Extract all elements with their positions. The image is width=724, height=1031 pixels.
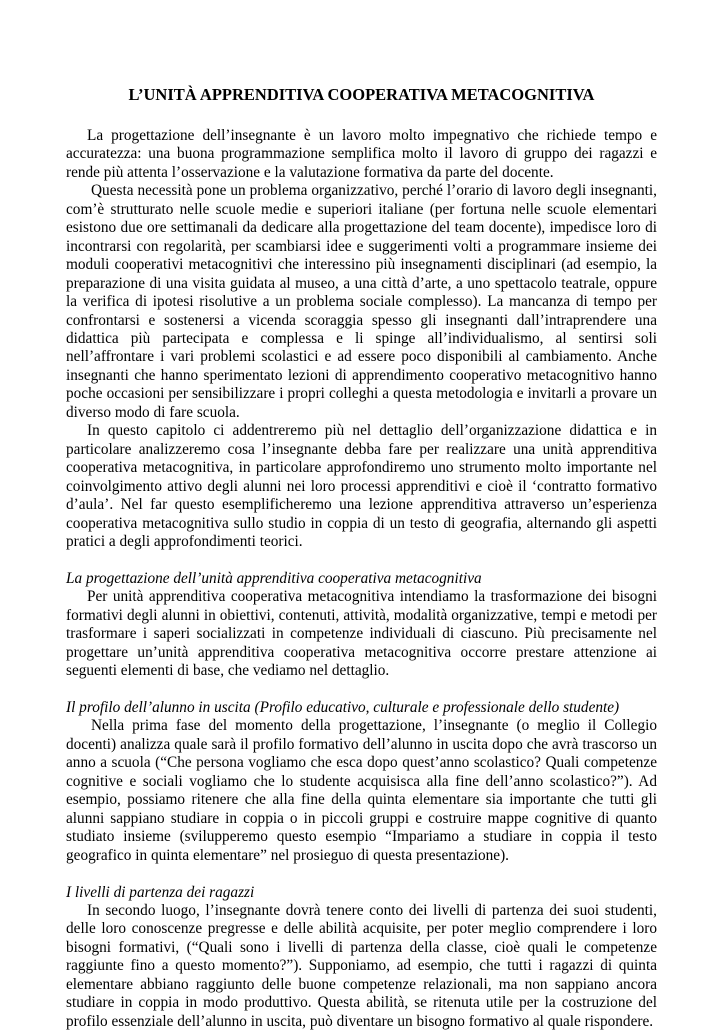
document-title: L’UNITÀ APPRENDITIVA COOPERATIVA METACOGNITIVA — [128, 85, 595, 104]
section-spacer — [66, 681, 657, 699]
section-heading-livelli: I livelli di partenza dei ragazzi — [66, 883, 255, 901]
section-paragraph-progettazione: Per unità apprenditiva cooperativa metacognitiva intendiamo la trasformazione dei bisogni formativi degli alunni in obiettivi, contenuti, attività, modalità organizzative, tempi e metodi per trasformare i saperi socializzati in competenze individuali di ciascuno. Più precisamente nel progettare un’unità apprenditiva cooperativa metacognitiva occorre prestare attenzione ai seguenti elementi di base, che vediamo nel dettaglio. — [66, 588, 657, 680]
section-paragraph-profilo: Nella prima fase del momento della progettazione, l’insegnante (o meglio il Collegio docenti) analizza quale sarà il profilo formativo dell’alunno in uscita dopo che avrà trascorso un anno a scuola (“Che persona vogliamo che esca dopo quest’anno scolastico? Quali competenze cognitive e sociali vogliamo che lo studente acquisisca alla fine dell’anno scolastico?”). Ad esempio, possiamo ritenere che alla fine della quinta elementare sia importante che tutti gli alunni sappiano studiare in coppia o in piccoli gruppi e costruire mappe cognitive di quanto studiato insieme (svilupperemo questo esempio “Impariamo a studiare in coppia il testo geografico in quinta elementare” nel prosieguo di questa presentazione). — [66, 717, 657, 864]
intro-paragraph-1: La progettazione dell’insegnante è un lavoro molto impegnativo che richiede tempo e accuratezza: una buona programmazione semplifica molto il lavoro di gruppo dei ragazzi e rende più attenta l’osservazione e la valutazione formativa da parte del docente. — [66, 127, 657, 181]
intro-paragraph-3: In questo capitolo ci addentreremo più nel dettaglio dell’organizzazione didattica e in particolare analizzeremo cosa l’insegnante debba fare per realizzare una unità apprenditiva cooperativa metacognitiva, in particolare approfondiremo uno strumento molto importante nel coinvolgimento attivo degli alunni nei loro processi apprenditivi e cioè il ‘contratto formativo d’aula’. Nel far questo esemplificheremo una lezione apprenditiva attraverso un’esperienza cooperativa metacognitiva sullo studio in coppia di un testo di geografia, alternando gli aspetti pratici a degli approfondimenti teorici. — [66, 422, 657, 550]
section-spacer — [66, 865, 657, 883]
document-body — [66, 127, 657, 1031]
section-heading-profilo: Il profilo dell’alunno in uscita (Profilo educativo, culturale e professionale dello studente) — [66, 699, 620, 717]
section-spacer — [66, 551, 657, 569]
intro-paragraph-2: Questa necessità pone un problema organizzativo, perché l’orario di lavoro degli insegnanti, com’è strutturato nelle scuole medie e superiori italiane (per fortuna nelle scuole elementari esistono due ore settimanali da dedicare alla progettazione del team docente), impedisce loro di incontrarsi con regolarità, per scambiarsi idee e suggerimenti volti a programmare insieme dei moduli cooperativi metacognitivi che interessino più insegnamenti disciplinari (ad esempio, la preparazione di una visita guidata al museo, a una città d’arte, a uno spettacolo teatrale, oppure la verifica di ipotesi risolutive a un problema sociale complesso). La mancanza di tempo per confrontarsi e sostenersi a vicenda scoraggia spesso gli insegnanti dall’intraprendere una didattica più partecipata e complessa e li spinge all’individualismo, al sentirsi soli nell’affrontare i vari problemi scolastici e ad essere poco disponibili al cambiamento. Anche insegnanti che hanno sperimentato lezioni di apprendimento cooperativo metacognitivo hanno poche occasioni per sensibilizzare i propri colleghi a questa metodologia e invitarli a provare un diverso modo di fare scuola. — [66, 182, 657, 421]
section-paragraph-livelli: In secondo luogo, l’insegnante dovrà tenere conto dei livelli di partenza dei suoi studenti, delle loro conoscenze pregresse e delle abilità acquisite, per poter meglio comprendere i loro bisogni formativi, (“Quali sono i livelli di partenza della classe, cioè quali le competenze raggiunte fino a questo momento?”). Supponiamo, ad esempio, che tutti i ragazzi di quinta elementare abbiano raggiunto delle buone competenze relazionali, ma non sappiano ancora studiare in coppia in modo produttivo. Questa abilità, se ritenuta utile per la costruzione del profilo essenziale dell’alunno in uscita, può diventare un bisogno formativo al quale rispondere. — [66, 901, 657, 1030]
section-heading-progettazione: La progettazione dell’unità apprenditiva cooperativa metacognitiva — [66, 569, 482, 587]
